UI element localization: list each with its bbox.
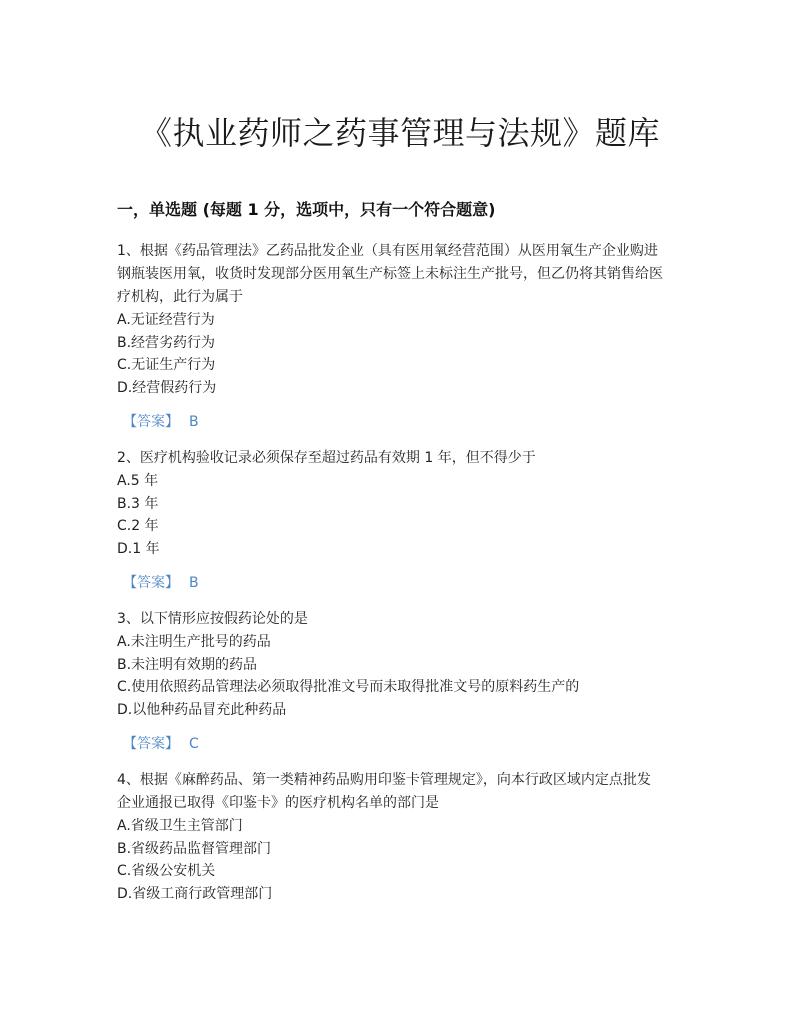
option-c: C.使用依照药品管理法必须取得批准文号而未取得批准文号的原料药生产的: [117, 679, 580, 695]
option-d: D.经营假药行为: [117, 379, 217, 396]
option-c: C.无证生产行为: [117, 357, 216, 373]
option-a: A.省级卫生主管部门: [117, 818, 243, 834]
document-title: 《执业药师之药事管理与法规》题库: [139, 114, 660, 152]
question-stem-line: 疗机构，此行为属于: [117, 289, 243, 305]
section-heading: 一，单选题 (每题 1 分，选项中，只有一个符合题意): [117, 200, 496, 219]
option-a: A.未注明生产批号的药品: [117, 634, 271, 650]
answer-line: [117, 733, 687, 755]
option-b: B.经营劣药行为: [117, 334, 216, 351]
question-stem-line: 3、以下情形应按假药论处的是: [117, 611, 308, 627]
option-d: D.以他种药品冒充此种药品: [117, 701, 287, 718]
option-b: B.省级药品监督管理部门: [117, 840, 272, 857]
question-stem-line: 2、医疗机构验收记录必须保存至超过药品有效期 1 年，但不得少于: [117, 450, 536, 466]
answer-label: 【答案】: [123, 414, 179, 430]
answer-value: B: [189, 575, 199, 591]
option-b: B.未注明有效期的药品: [117, 656, 258, 673]
option-c: C.2 年: [117, 518, 159, 534]
question-stem-line: 企业通报已取得《印鉴卡》的医疗机构名单的部门是: [117, 795, 439, 811]
option-c: C.省级公安机关: [117, 863, 216, 879]
answer-label: 【答案】: [123, 736, 179, 752]
question-stem-line: 钢瓶装医用氧，收货时发现部分医用氧生产标签上未标注生产批号，但乙仍将其销售给医: [117, 266, 663, 282]
question-4: [117, 769, 687, 905]
question-1: [117, 240, 687, 433]
question-stem-line: 4、根据《麻醉药品、第一类精神药品购用印鉴卡管理规定》，向本行政区域内定点批发: [117, 772, 651, 788]
answer-value: C: [189, 736, 199, 752]
answer-line: [117, 411, 687, 433]
question-2: [117, 447, 687, 594]
question-stem-line: 1、根据《药品管理法》乙药品批发企业（具有医用氧经营范围）从医用氧生产企业购进: [117, 243, 658, 259]
option-d: D.1 年: [117, 540, 160, 557]
question-3: [117, 608, 687, 755]
answer-label: 【答案】: [123, 575, 179, 591]
answer-value: B: [189, 414, 199, 430]
option-b: B.3 年: [117, 495, 159, 512]
option-a: A.5 年: [117, 473, 159, 489]
question-list: [117, 240, 687, 905]
answer-line: [117, 572, 687, 594]
option-a: A.无证经营行为: [117, 312, 215, 328]
option-d: D.省级工商行政管理部门: [117, 885, 273, 902]
